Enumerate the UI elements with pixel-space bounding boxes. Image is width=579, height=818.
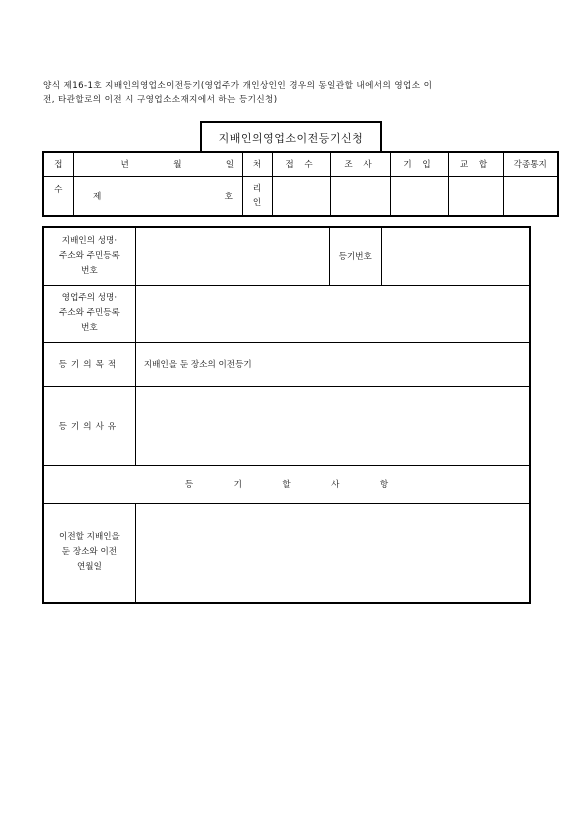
receipt-date[interactable] [73, 152, 242, 176]
manager-field[interactable] [135, 227, 329, 285]
reg-number-label: 등기번호 [329, 227, 381, 285]
processing-label-1: 처 [242, 152, 272, 176]
notices-stamp-cell[interactable] [503, 176, 558, 216]
review-stamp-cell[interactable] [330, 176, 390, 216]
receipt-year: 년 [120, 160, 129, 171]
manager-label: 지배인의 성명· 주소와 주민등록 번호 [43, 227, 135, 285]
reason-label: 등기의사유 [43, 386, 135, 465]
form-header-line1: 양식 제16-1호 지배인의영업소이전등기(영업주가 개인상인인 경우의 동일관할 내에서의 영업소 이 [43, 81, 433, 91]
owner-field[interactable] [135, 285, 530, 342]
form-header-line2: 전, 타관할로의 이전 시 구영업소소재지에서 하는 등기신청) [43, 95, 278, 105]
relocation-label: 이전할 지배인을 둔 장소와 이전 연월일 [43, 503, 135, 603]
owner-label: 영업주의 성명· 주소와 주민등록 번호 [43, 285, 135, 342]
column-verify: 교 합 [448, 152, 503, 176]
receipt-month: 월 [173, 160, 182, 171]
receipt-label-top: 접 [43, 152, 73, 176]
receipt-day: 일 [225, 160, 235, 171]
receipt-number-prefix: 제 [92, 191, 102, 202]
form-header [43, 79, 538, 107]
column-entry: 기 입 [390, 152, 448, 176]
receipt-table [42, 151, 559, 217]
entry-stamp-cell[interactable] [390, 176, 448, 216]
reason-field[interactable] [135, 386, 530, 465]
relocation-field[interactable] [135, 503, 530, 603]
processing-label-rest [242, 176, 272, 216]
application-form-table [42, 226, 531, 604]
processing-label-2: 리 [252, 183, 262, 194]
purpose-value: 지배인을 둔 장소의 이전등기 [135, 342, 530, 386]
receipt-number-suffix: 호 [224, 191, 233, 202]
form-title: 지배인의영업소이전등기신청 [200, 121, 382, 153]
processing-label-3: 인 [252, 197, 262, 208]
receive-stamp-cell[interactable] [272, 176, 330, 216]
purpose-label: 등기의목적 [43, 342, 135, 386]
matters-header: 등 기 할 사 항 [43, 465, 530, 503]
receipt-label-bottom: 수 [43, 176, 73, 216]
column-review: 조 사 [330, 152, 390, 176]
reg-number-field[interactable] [381, 227, 530, 285]
receipt-number[interactable] [73, 176, 242, 216]
column-notices: 각종통지 [503, 152, 558, 176]
verify-stamp-cell[interactable] [448, 176, 503, 216]
column-receive: 접 수 [272, 152, 330, 176]
